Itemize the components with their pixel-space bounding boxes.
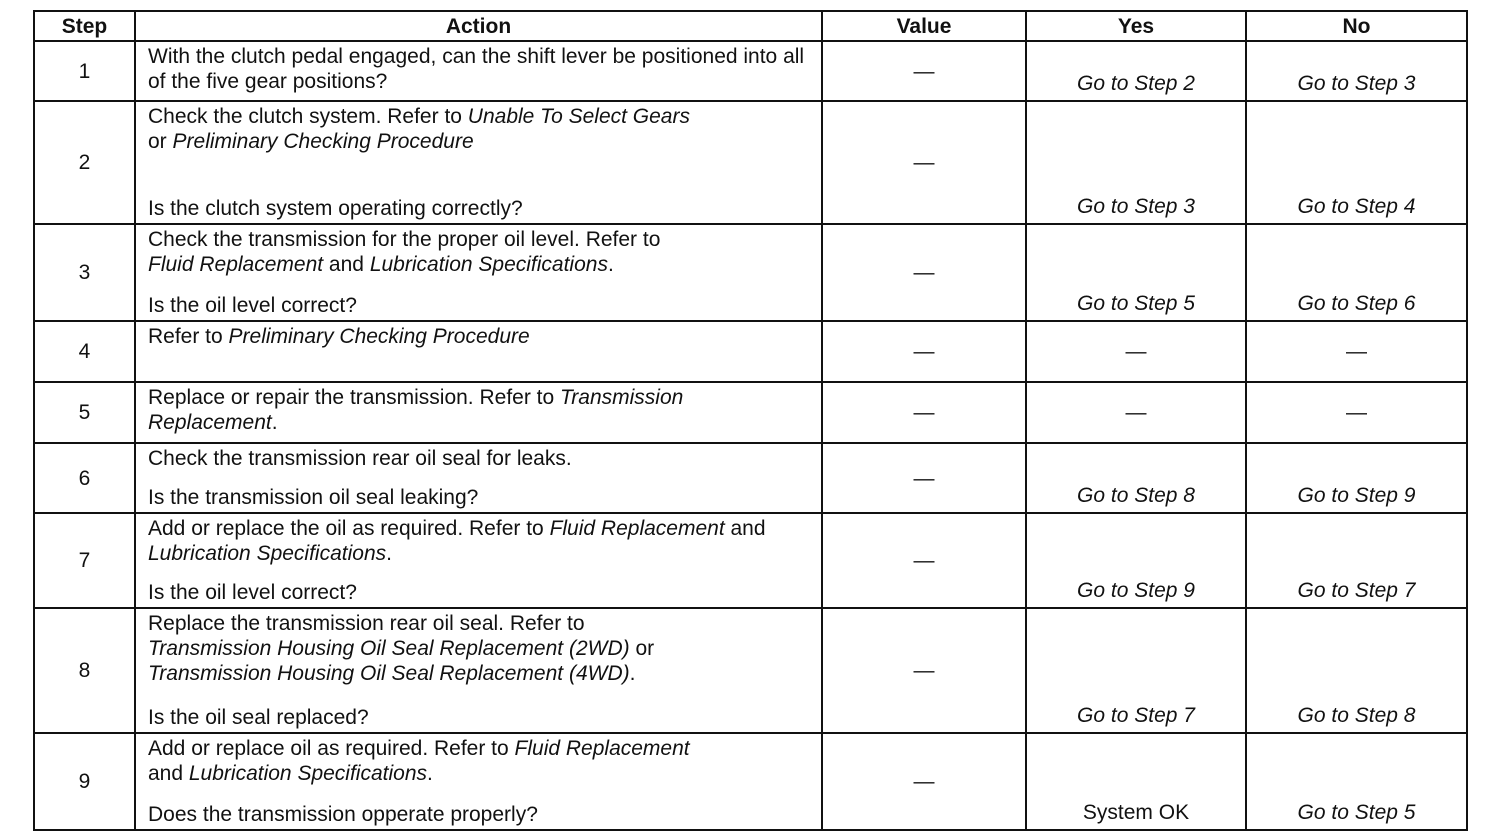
yes-cell: [1026, 224, 1246, 321]
diagnostic-table: [33, 10, 1468, 831]
no-link: Go to Step 8: [1297, 704, 1416, 727]
ref-link: Preliminary Checking Procedure: [228, 325, 530, 348]
no-link: Go to Step 9: [1297, 484, 1416, 507]
action-cell: Refer to Preliminary Checking Procedure: [135, 321, 822, 382]
action-instruction: Check the transmission rear oil seal for leaks.: [148, 447, 572, 470]
table-row: [34, 733, 1467, 830]
no-cell: [1246, 608, 1467, 733]
action-question: Is the transmission oil seal leaking?: [148, 486, 479, 509]
header-action: Action: [135, 11, 822, 41]
ref-link: Fluid Replacement: [514, 737, 690, 760]
table-row: [34, 382, 1467, 443]
value-cell: —: [822, 733, 1026, 830]
yes-link: Go to Step 9: [1077, 579, 1195, 602]
action-question: Is the oil level correct?: [148, 581, 357, 604]
step-number: 6: [34, 443, 135, 513]
action-question: Does the transmission opperate properly?: [148, 803, 538, 826]
yes-link: Go to Step 2: [1077, 72, 1195, 95]
ref-link: Transmission Replacement: [148, 386, 684, 434]
yes-link: Go to Step 7: [1077, 704, 1195, 727]
yes-link: Go to Step 8: [1077, 484, 1195, 507]
action-question: Is the oil level correct?: [148, 294, 357, 317]
header-row: [34, 11, 1467, 41]
no-link: Go to Step 3: [1297, 72, 1416, 95]
no-cell: —: [1246, 321, 1467, 382]
action-cell: [135, 101, 822, 224]
ref-link: Lubrication Specifications: [148, 542, 387, 565]
yes-cell: System OK: [1026, 733, 1246, 830]
action-cell: [135, 224, 822, 321]
ref-link: Transmission Housing Oil Seal Replacement (2WD): [148, 637, 630, 660]
no-link: Go to Step 5: [1297, 801, 1416, 824]
table-row: [34, 101, 1467, 224]
value-cell: —: [822, 443, 1026, 513]
yes-cell: —: [1026, 321, 1246, 382]
header-yes: Yes: [1026, 11, 1246, 41]
step-number: 5: [34, 382, 135, 443]
step-number: 7: [34, 513, 135, 608]
yes-cell: [1026, 608, 1246, 733]
action-cell: [135, 513, 822, 608]
yes-link: Go to Step 3: [1077, 195, 1195, 218]
header-value: Value: [822, 11, 1026, 41]
no-cell: [1246, 41, 1467, 101]
step-number: 9: [34, 733, 135, 830]
value-cell: —: [822, 608, 1026, 733]
header-no: No: [1246, 11, 1467, 41]
step-number: 8: [34, 608, 135, 733]
no-link: Go to Step 6: [1297, 292, 1416, 315]
action-cell: Replace or repair the transmission. Refer to Transmission Replacement.: [135, 382, 822, 443]
action-text: With the clutch pedal engaged, can the shift lever be positioned into all of the five gear positions?: [148, 45, 805, 93]
no-link: Go to Step 4: [1297, 195, 1416, 218]
header-step: Step: [34, 11, 135, 41]
ref-link: Lubrication Specifications: [188, 762, 428, 785]
yes-cell: [1026, 513, 1246, 608]
action-instruction: Check the clutch system. Refer to Unable To Select Gears or Preliminary Checking Procedure: [148, 105, 690, 153]
table-row: [34, 41, 1467, 101]
yes-cell: [1026, 41, 1246, 101]
ref-link: Fluid Replacement: [549, 517, 725, 540]
value-cell: —: [822, 513, 1026, 608]
value-cell: —: [822, 321, 1026, 382]
action-cell: [135, 443, 822, 513]
no-link: Go to Step 7: [1297, 579, 1416, 602]
step-number: 3: [34, 224, 135, 321]
table-row: [34, 608, 1467, 733]
value-cell: —: [822, 41, 1026, 101]
action-instruction: Check the transmission for the proper oil level. Refer to Fluid Replacement and Lubrication Specifications.: [148, 228, 661, 276]
no-cell: [1246, 733, 1467, 830]
yes-cell: —: [1026, 382, 1246, 443]
action-instruction: Add or replace the oil as required. Refer to Fluid Replacement and Lubrication Specifications.: [148, 517, 766, 565]
table-row: [34, 513, 1467, 608]
action-cell: [135, 733, 822, 830]
action-instruction: Replace the transmission rear oil seal. Refer to Transmission Housing Oil Seal Replacement (2WD) or Transmission Housing Oil Seal Replacement (4WD).: [148, 612, 655, 685]
step-number: 1: [34, 41, 135, 101]
no-cell: —: [1246, 382, 1467, 443]
step-number: 4: [34, 321, 135, 382]
no-cell: [1246, 513, 1467, 608]
action-cell: [135, 608, 822, 733]
action-question: Is the clutch system operating correctly?: [148, 197, 523, 220]
action-cell: [135, 41, 822, 101]
no-cell: [1246, 443, 1467, 513]
ref-link: Preliminary Checking Procedure: [172, 130, 474, 153]
no-cell: [1246, 224, 1467, 321]
table-row: [34, 321, 1467, 382]
ref-link: Transmission Housing Oil Seal Replacement (4WD): [148, 662, 630, 685]
no-cell: [1246, 101, 1467, 224]
table-row: [34, 224, 1467, 321]
value-cell: —: [822, 382, 1026, 443]
ref-link: Unable To Select Gears: [467, 105, 690, 128]
ref-link: Fluid Replacement: [148, 253, 324, 276]
ref-link: Lubrication Specifications: [369, 253, 608, 276]
yes-cell: [1026, 101, 1246, 224]
action-instruction: Add or replace oil as required. Refer to Fluid Replacement and Lubrication Specifications.: [148, 737, 690, 785]
yes-link: Go to Step 5: [1077, 292, 1195, 315]
action-question: Is the oil seal replaced?: [148, 706, 369, 729]
value-cell: —: [822, 224, 1026, 321]
yes-cell: [1026, 443, 1246, 513]
value-cell: —: [822, 101, 1026, 224]
step-number: 2: [34, 101, 135, 224]
table-row: [34, 443, 1467, 513]
